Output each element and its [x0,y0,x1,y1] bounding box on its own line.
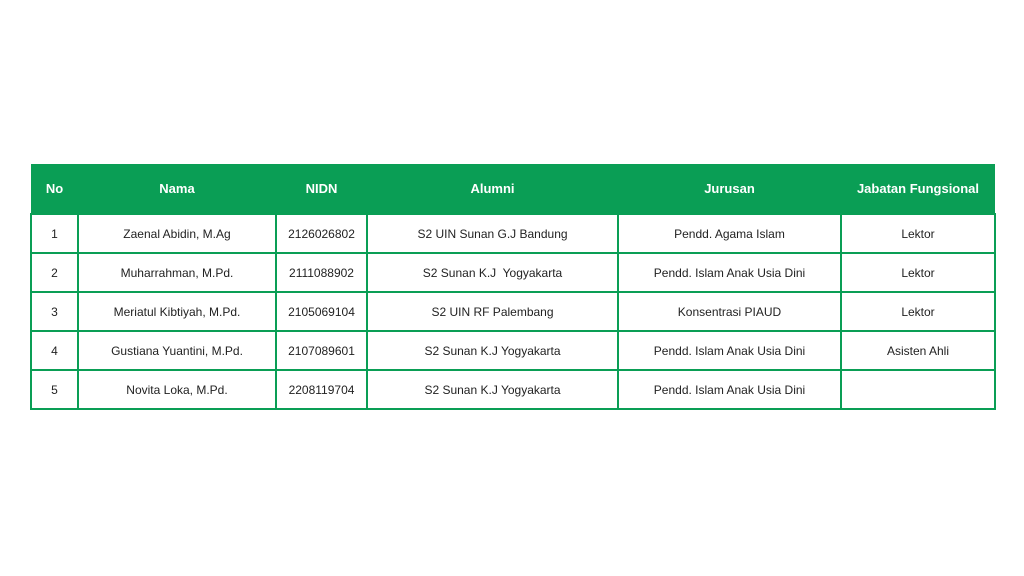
table-header [31,164,995,214]
cell-alumni: S2 UIN Sunan G.J Bandung [367,214,618,253]
header-no: No [45,181,64,196]
cell-jurusan: Konsentrasi PIAUD [618,292,841,331]
cell-alumni: S2 Sunan K.J Yogyakarta [367,253,618,292]
header-alumni: Alumni [470,181,515,196]
cell-no: 5 [31,370,78,409]
cell-no: 1 [31,214,78,253]
header-nama: Nama [159,181,195,196]
table-body [31,214,995,409]
table-row [31,253,995,292]
header-jurusan: Jurusan [704,181,755,196]
table-row [31,370,995,409]
cell-jurusan: Pendd. Agama Islam [618,214,841,253]
cell-jabatan: Lektor [841,292,995,331]
cell-nama: Zaenal Abidin, M.Ag [78,214,276,253]
cell-no: 2 [31,253,78,292]
cell-jabatan: Lektor [841,253,995,292]
cell-nidn: 2107089601 [276,331,367,370]
table-row [31,292,995,331]
cell-nama: Novita Loka, M.Pd. [78,370,276,409]
cell-nidn: 2105069104 [276,292,367,331]
table-row [31,214,995,253]
cell-jurusan: Pendd. Islam Anak Usia Dini [618,253,841,292]
cell-nidn: 2208119704 [276,370,367,409]
header-jabatan-fungsional: Jabatan Fungsional [856,181,980,196]
cell-jurusan: Pendd. Islam Anak Usia Dini [618,331,841,370]
header-row [31,164,995,214]
cell-jabatan: Lektor [841,214,995,253]
cell-nidn: 2111088902 [276,253,367,292]
cell-no: 4 [31,331,78,370]
cell-alumni: S2 Sunan K.J Yogyakarta [367,331,618,370]
cell-jabatan: Asisten Ahli [841,331,995,370]
cell-no: 3 [31,292,78,331]
lecturer-table [30,164,996,410]
cell-nidn: 2126026802 [276,214,367,253]
cell-alumni: S2 UIN RF Palembang [367,292,618,331]
header-nidn: NIDN [305,181,338,196]
cell-nama: Gustiana Yuantini, M.Pd. [78,331,276,370]
cell-jabatan [841,370,995,409]
cell-alumni: S2 Sunan K.J Yogyakarta [367,370,618,409]
cell-nama: Meriatul Kibtiyah, M.Pd. [78,292,276,331]
cell-nama: Muharrahman, M.Pd. [78,253,276,292]
lecturer-table-container [30,164,994,410]
cell-jurusan: Pendd. Islam Anak Usia Dini [618,370,841,409]
table-row [31,331,995,370]
